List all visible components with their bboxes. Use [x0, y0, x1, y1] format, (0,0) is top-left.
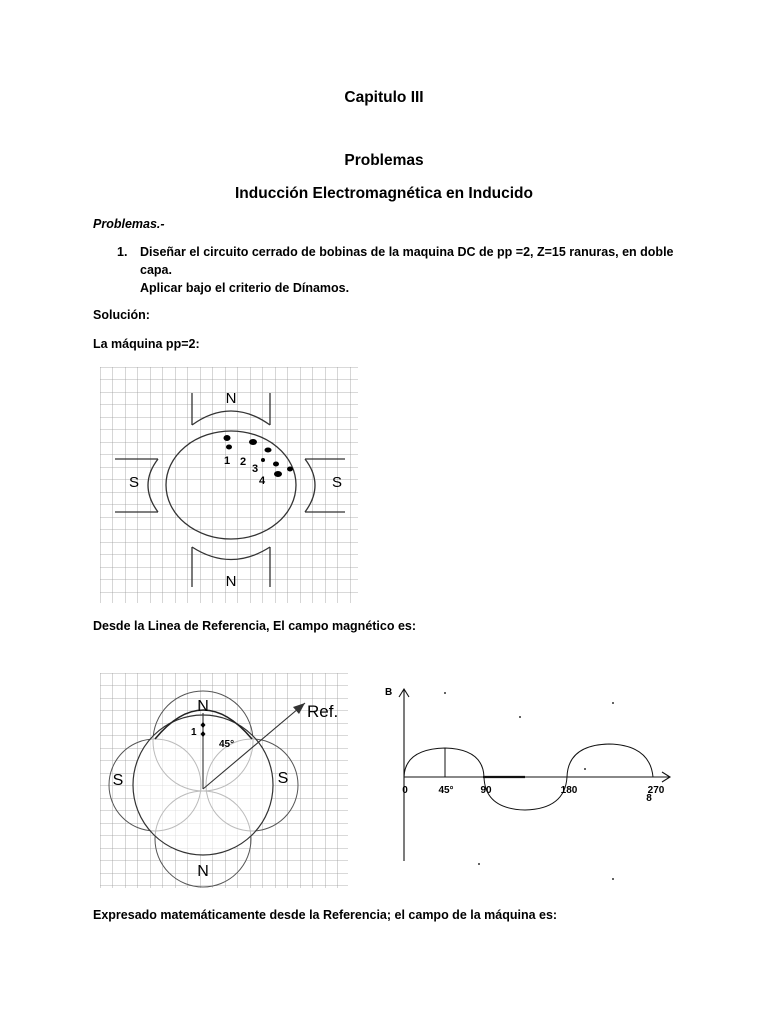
slot-label-1-fig2: 1	[191, 727, 197, 738]
angle-label: 45°	[219, 739, 235, 750]
problem-number: 1.	[117, 245, 128, 259]
ref-label: Ref.	[307, 702, 339, 721]
pole-label-left: S	[128, 474, 140, 491]
field-waveform-figure	[375, 683, 675, 868]
machine-label: La máquina pp=2:	[93, 337, 200, 351]
y-axis-label: B	[385, 687, 393, 698]
slot-label-3: 3	[251, 463, 259, 475]
slot-label-4: 4	[258, 475, 266, 487]
reference-diagram-figure	[100, 673, 348, 888]
waveform-negative-1	[484, 777, 567, 810]
problems-label: Problemas.-	[93, 217, 165, 231]
waveform-positive-2	[567, 744, 653, 777]
pole-label-left-2: S	[112, 772, 124, 789]
x-tick-0: 0	[402, 785, 408, 796]
x-tick-45: 45°	[438, 785, 454, 796]
problem-line-1: Diseñar el circuito cerrado de bobinas de la maquina DC de pp =2, Z=15 ranuras, en doble	[140, 245, 674, 259]
topic-title: Inducción Electromagnética en Inducido	[235, 185, 533, 202]
pole-label-bottom: N	[225, 573, 237, 590]
problem-line-2: capa.	[140, 263, 172, 277]
x-tick-270: 270	[647, 785, 665, 796]
pole-label-top-2: N	[197, 698, 209, 715]
solution-label: Solución:	[93, 308, 150, 322]
slot-label-2: 2	[239, 456, 247, 468]
pole-label-top: N	[225, 390, 237, 407]
pole-label-right-2: S	[277, 770, 289, 787]
pole-label-bottom-2: N	[197, 863, 209, 880]
x-tick-180: 180	[560, 785, 578, 796]
extra-mark: 8	[646, 793, 652, 804]
section-title: Problemas	[344, 152, 424, 169]
waveform-positive-1	[404, 748, 484, 777]
machine-diagram-figure	[100, 367, 358, 603]
expression-text: Expresado matemáticamente desde la Referencia; el campo de la máquina es:	[93, 908, 558, 922]
chapter-title: Capitulo III	[344, 89, 424, 106]
field-text: Desde la Linea de Referencia, El campo magnético es:	[93, 619, 417, 633]
x-tick-90: 90	[480, 785, 492, 796]
pole-label-right: S	[331, 474, 343, 491]
slot-label-1: 1	[223, 455, 231, 467]
problem-line-3: Aplicar bajo el criterio de Dínamos.	[140, 281, 350, 295]
